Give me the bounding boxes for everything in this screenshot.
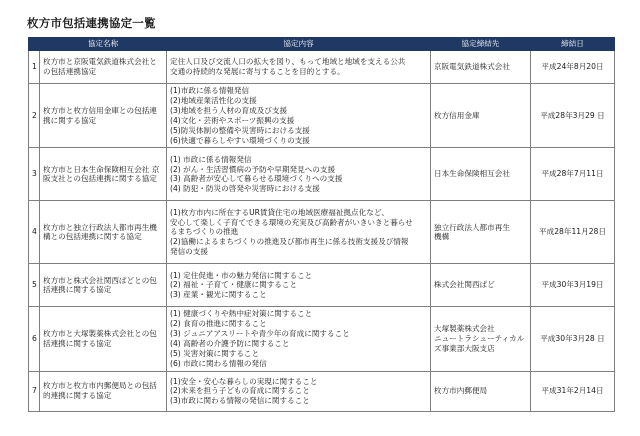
partner-line: 株式会社関西ぱど (434, 280, 495, 290)
agreement-partner (431, 51, 531, 84)
content-line: (2) 福祉・子育て・健康に関すること (170, 280, 298, 290)
content-line: (1) 市政に係る情報発信 (170, 154, 252, 164)
partner-line: ズ事業部大阪支店 (434, 344, 495, 354)
agreement-partner (431, 201, 531, 264)
content-line: (5)防災体制の整備や災害時における支援 (170, 125, 310, 135)
content-line: (1)市政に係る情報発信 (170, 86, 250, 95)
agreement-content (167, 307, 431, 371)
partner-line: 機構 (434, 232, 450, 242)
table-header-row (29, 38, 615, 51)
content-line: (3)地域を担う人材の育成及び支援 (170, 105, 288, 115)
content-line: (6)快適で暮らしやすい環境づくりの支援 (170, 135, 310, 145)
table-row (29, 148, 615, 201)
agreement-content (167, 201, 431, 264)
row-number: 5 (29, 264, 40, 307)
agreement-date: 平成28年7月11日 (531, 148, 615, 201)
agreement-partner (431, 307, 531, 371)
agreement-name: 枚方市と株式会社関西ぱどとの包括連携に関する協定 (40, 264, 167, 307)
agreement-partner (431, 148, 531, 201)
agreement-name: 枚方市と日本生命保険相互会社 京阪支社との包括連携に関する協定 (40, 148, 167, 201)
content-line: (3)市政に関わる情報の発信に関すること (170, 396, 310, 406)
agreement-partner (431, 264, 531, 307)
partner-line: 京阪電気鉄道株式会社 (434, 62, 510, 72)
content-line: (4)文化・芸術やスポーツ振興の支援 (170, 115, 295, 125)
content-line: (2) がん・生活習慣病の予防や早期発見への支援 (170, 164, 336, 174)
table-row (29, 51, 615, 84)
partner-line: ニュートラシューティカル (434, 334, 525, 344)
content-line: 安心して楽しく子育てできる環境の充実及び高齢者がいきいきと暮らせ (170, 217, 413, 227)
page-title: 枚方市包括連携協定一覧 (27, 16, 156, 30)
agreement-date: 平成28年3月29 日 (531, 84, 615, 148)
agreement-name: 枚方市と独立行政法人都市再生機構との包括連携に関する協定 (40, 201, 167, 264)
content-line: (6) 市政に関わる情報の発信 (170, 358, 267, 368)
agreement-content (167, 264, 431, 307)
partner-line: 枚方市内郵便局 (434, 386, 488, 396)
row-number: 7 (29, 371, 40, 411)
content-line: (3) 高齢者が安心して暮らせる環境づくりへの支援 (170, 174, 343, 184)
content-line: 定住人口及び交流人口の拡大を図り、もって地域と地域を支える公共 (170, 57, 406, 67)
table-row (29, 307, 615, 371)
agreements-table (28, 37, 615, 412)
row-number: 2 (29, 84, 40, 148)
header-content: 協定内容 (167, 38, 431, 51)
partner-line: 日本生命保険相互会社 (434, 169, 510, 179)
agreement-name: 枚方市と枚方市内郵便局との包括的連携に関する協定 (40, 371, 167, 411)
agreement-date: 平成28年11月28日 (531, 201, 615, 264)
content-line: (1)安全・安心な暮らしの実現に関すること (170, 376, 318, 386)
content-line: るまちづくりの推進 (170, 227, 239, 237)
table-row (29, 264, 615, 307)
content-line: (2)協働によるまちづくりの推進及び都市再生に係る技術支援及び情報 (170, 237, 409, 247)
table-row (29, 371, 615, 411)
agreement-name: 枚方市と大塚製薬株式会社との包括連携に関する協定 (40, 307, 167, 371)
content-line: (3) ジュニアアスリートや青少年の育成に関すること (170, 329, 350, 339)
content-line: (2)地域産業活性化の支援 (170, 95, 257, 105)
content-line: (3) 産業・観光に関すること (170, 290, 267, 300)
partner-line: 枚方信用金庫 (434, 110, 480, 120)
content-line: 交通の持続的な発展に寄与することを目的とする。 (170, 67, 345, 76)
content-line: (2) 食育の推進に関すること (170, 319, 267, 329)
partner-line: 独立行政法人都市再生 (434, 222, 510, 232)
row-number: 1 (29, 51, 40, 84)
row-number: 6 (29, 307, 40, 371)
content-line: (4) 高齢者の介護予防に関すること (170, 339, 290, 349)
row-number: 4 (29, 201, 40, 264)
header-partner: 協定締結先 (431, 38, 531, 51)
content-line: (1) 定住促進・市の魅力発信に関すること (170, 270, 313, 280)
agreement-name: 枚方市と枚方信用金庫との包括連携に関する協定 (40, 84, 167, 148)
agreement-partner (431, 371, 531, 411)
agreement-content (167, 148, 431, 201)
agreement-date: 平成30年3月19日 (531, 264, 615, 307)
agreement-content (167, 371, 431, 411)
row-number: 3 (29, 148, 40, 201)
content-line: (1) 健康づくりや熱中症対策に関すること (170, 309, 313, 319)
content-line: (5) 災害対策に関すること (170, 349, 260, 359)
agreement-date: 平成31年2月14日 (531, 371, 615, 411)
content-line: (2)未来を担う子どもの育成に関すること (170, 386, 310, 396)
header-number (29, 38, 40, 51)
agreement-partner (431, 84, 531, 148)
content-line: (4) 防犯・防災の啓発や災害時における支援 (170, 184, 320, 194)
agreement-date: 平成24年8月20日 (531, 51, 615, 84)
agreement-content (167, 84, 431, 148)
agreement-name: 枚方市と京阪電気鉄道株式会社との包括連携協定 (40, 51, 167, 84)
content-line: (1)枚方市内に所在するUR賃貸住宅の地域医療福祉拠点化など、 (170, 207, 390, 217)
table-row (29, 84, 615, 148)
agreement-content (167, 51, 431, 84)
header-date: 締結日 (531, 38, 615, 51)
header-name: 協定名称 (40, 38, 167, 51)
content-line: 発信の支援 (170, 247, 208, 257)
agreement-date: 平成30年3月28 日 (531, 307, 615, 371)
partner-line: 大塚製薬株式会社 (434, 324, 495, 334)
table-row (29, 201, 615, 264)
table-body (29, 51, 615, 412)
